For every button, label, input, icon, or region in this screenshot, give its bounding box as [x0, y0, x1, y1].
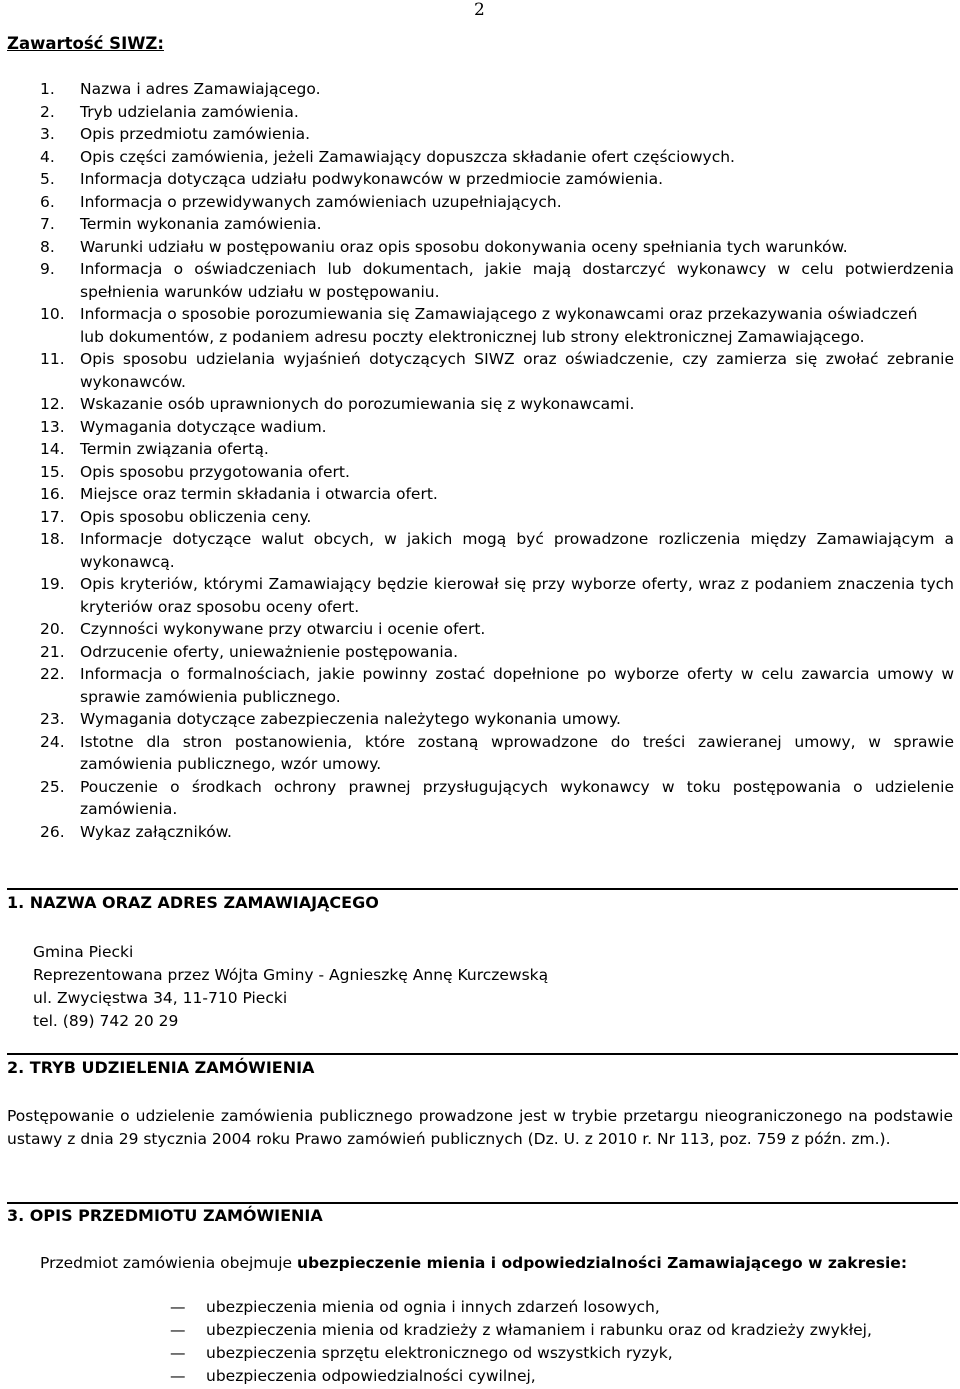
dash-bullet: — — [170, 1367, 186, 1385]
section-divider — [7, 1202, 958, 1204]
toc-item-text: Opis przedmiotu zamówienia. — [80, 125, 311, 143]
toc-item — [40, 483, 954, 506]
toc-item-number: 4. — [40, 147, 55, 166]
toc-item — [40, 663, 954, 708]
toc-item-number: 5. — [40, 170, 55, 188]
toc-item — [40, 348, 954, 393]
toc-item-number: 17. — [40, 507, 65, 526]
toc-item-text: Opis części zamówienia, jeżeli Zamawiający dopuszcza składanie ofert częściowych. — [80, 147, 735, 166]
toc-item — [40, 776, 954, 821]
address-line: tel. (89) 742 20 29 — [33, 1012, 179, 1030]
toc-item-number: 13. — [40, 417, 65, 436]
toc-item-text: Miejsce oraz termin składania i otwarcia ofert. — [80, 485, 438, 503]
toc-item-number — [40, 326, 80, 349]
toc-item-text: Tryb udzielania zamówienia. — [80, 102, 299, 121]
toc-item-number: 7. — [40, 215, 55, 233]
toc-item — [40, 78, 954, 101]
list-item — [170, 1365, 872, 1388]
toc-item-number: 3. — [40, 125, 55, 143]
toc-item — [40, 213, 954, 236]
address-line: ul. Zwycięstwa 34, 11-710 Piecki — [33, 989, 288, 1007]
toc-item-text: Opis sposobu obliczenia ceny. — [80, 507, 312, 526]
toc-item — [40, 168, 954, 191]
toc-item-text: Odrzucenie oferty, unieważnienie postępowania. — [80, 642, 459, 661]
table-of-contents — [40, 78, 954, 843]
toc-item-text: Informacja o przewidywanych zamówieniach uzupełniających. — [80, 192, 562, 211]
toc-title: Zawartość SIWZ: — [7, 34, 164, 53]
toc-item — [40, 506, 954, 529]
list-item — [170, 1319, 872, 1342]
section-heading-3: 3. OPIS PRZEDMIOTU ZAMÓWIENIA — [7, 1206, 323, 1225]
toc-item-text: Pouczenie o środkach ochrony prawnej przysługujących wykonawcy w toku postępowania o udzielenie zamówienia. — [80, 777, 954, 818]
toc-item-number: 16. — [40, 485, 65, 503]
toc-item-text: Wymagania dotyczące zabezpieczenia należytego wykonania umowy. — [80, 710, 621, 728]
toc-item-text: Wymagania dotyczące wadium. — [80, 417, 327, 436]
subject-scope: ubezpieczenie mienia i odpowiedzialności Zamawiającego w zakresie: — [297, 1254, 908, 1272]
toc-item-text: Informacje dotyczące walut obcych, w jakich mogą być prowadzone rozliczenia między Zamawiającym a wykonawcą. — [80, 530, 954, 571]
toc-item-number: 14. — [40, 440, 65, 458]
toc-item-text: Istotne dla stron postanowienia, które zostaną wprowadzone do treści zawieranej umowy, w sprawie zamówienia publicznego, wzór umowy. — [80, 732, 954, 773]
toc-item-text: Warunki udziału w postępowaniu oraz opis sposobu dokonywania oceny spełniania tych warunków. — [80, 237, 848, 256]
list-item-text: ubezpieczenia mienia od ognia i innych zdarzeń losowych, — [206, 1298, 660, 1316]
address-line: Gmina Piecki — [33, 943, 134, 961]
subject-paragraph — [40, 1252, 954, 1275]
toc-item — [40, 731, 954, 776]
toc-item — [40, 326, 954, 349]
contracting-authority-address — [33, 941, 548, 1033]
toc-item-number: 2. — [40, 102, 55, 121]
toc-item-text: Informacja o formalnościach, jakie powinny zostać dopełnione po wyborze oferty w celu zawarcia umowy w sprawie zamówienia publicznego. — [80, 665, 954, 706]
toc-item — [40, 438, 954, 461]
toc-item — [40, 416, 954, 439]
toc-item-number: 12. — [40, 395, 65, 413]
toc-item-number: 24. — [40, 732, 65, 751]
toc-item — [40, 146, 954, 169]
toc-item — [40, 236, 954, 259]
address-line: Reprezentowana przez Wójta Gminy - Agnieszkę Annę Kurczewską — [33, 966, 549, 984]
toc-item-number: 11. — [40, 350, 65, 368]
toc-item-text: Termin związania ofertą. — [80, 440, 269, 458]
toc-item-text: Wskazanie osób uprawnionych do porozumiewania się z wykonawcami. — [80, 395, 635, 413]
toc-item-number: 8. — [40, 237, 55, 256]
section-heading-1: 1. NAZWA ORAZ ADRES ZAMAWIAJĄCEGO — [7, 893, 379, 912]
toc-item — [40, 123, 954, 146]
list-item — [170, 1342, 872, 1365]
toc-item-number: 1. — [40, 80, 55, 98]
toc-item — [40, 303, 954, 326]
toc-item-text: Opis kryteriów, którymi Zamawiający będzie kierował się przy wyborze oferty, wraz z podaniem znaczenia tych kryteriów oraz sposobu oceny ofert. — [80, 575, 954, 616]
toc-item-number: 6. — [40, 192, 55, 211]
toc-item-number: 22. — [40, 665, 65, 683]
section-divider — [7, 1053, 958, 1055]
toc-item-number: 23. — [40, 710, 65, 728]
list-item-text: ubezpieczenia mienia od kradzieży z włamaniem i rabunku oraz od kradzieży zwykłej, — [206, 1321, 872, 1339]
toc-item — [40, 573, 954, 618]
toc-item — [40, 258, 954, 303]
toc-item-text: Wykaz załączników. — [80, 822, 232, 841]
toc-item-number: 20. — [40, 620, 65, 638]
toc-item — [40, 461, 954, 484]
dash-bullet: — — [170, 1344, 186, 1362]
subject-intro: Przedmiot zamówienia obejmuje — [40, 1254, 297, 1272]
toc-item-text: lub dokumentów, z podaniem adresu poczty elektronicznej lub strony elektronicznej Zamawiającego. — [80, 327, 865, 346]
toc-item — [40, 641, 954, 664]
dash-bullet: — — [170, 1298, 186, 1316]
toc-item — [40, 101, 954, 124]
toc-item — [40, 821, 954, 844]
toc-item-text: Informacja dotycząca udziału podwykonawców w przedmiocie zamówienia. — [80, 170, 664, 188]
toc-item-number: 21. — [40, 642, 65, 661]
dash-bullet: — — [170, 1321, 186, 1339]
toc-item-text: Informacja o oświadczeniach lub dokumentach, jakie mają dostarczyć wykonawcy w celu potwierdzenia spełnienia warunków udziału w postępowaniu. — [80, 260, 954, 301]
toc-item-number: 26. — [40, 822, 65, 841]
toc-item-text: Nazwa i adres Zamawiającego. — [80, 80, 321, 98]
toc-item — [40, 618, 954, 641]
toc-item-text: Termin wykonania zamówienia. — [80, 215, 322, 233]
toc-item-text: Opis sposobu przygotowania ofert. — [80, 462, 350, 481]
procedure-paragraph: Postępowanie o udzielenie zamówienia publicznego prowadzone jest w trybie przetargu nieograniczonego na podstawie ustawy z dnia 29 stycznia 2004 roku Prawo zamówień publicznych (Dz. U. z 2010 r. Nr 113, poz. 759 z późn. zm.). — [7, 1107, 953, 1148]
toc-item-number: 25. — [40, 777, 65, 796]
page-number: 2 — [474, 0, 485, 20]
list-item-text: ubezpieczenia odpowiedzialności cywilnej, — [206, 1367, 536, 1385]
list-item — [170, 1296, 872, 1319]
list-item-text: ubezpieczenia sprzętu elektronicznego od wszystkich ryzyk, — [206, 1344, 673, 1362]
toc-item — [40, 528, 954, 573]
scope-list — [170, 1296, 872, 1388]
toc-item-number: 18. — [40, 530, 65, 548]
toc-item-number: 19. — [40, 575, 65, 593]
toc-item-text: Czynności wykonywane przy otwarciu i ocenie ofert. — [80, 620, 486, 638]
toc-item-number: 15. — [40, 462, 65, 481]
toc-item-text: Opis sposobu udzielania wyjaśnień dotyczących SIWZ oraz oświadczenie, czy zamierza się zwołać zebranie wykonawców. — [80, 350, 954, 391]
toc-item-number: 9. — [40, 260, 55, 278]
toc-item — [40, 393, 954, 416]
toc-item — [40, 191, 954, 214]
toc-item-text: Informacja o sposobie porozumiewania się Zamawiającego z wykonawcami oraz przekazywania oświadczeń — [80, 305, 918, 323]
section-heading-2: 2. TRYB UDZIELENIA ZAMÓWIENIA — [7, 1058, 315, 1077]
section-divider — [7, 888, 958, 890]
toc-item — [40, 708, 954, 731]
toc-item-number: 10. — [40, 305, 65, 323]
